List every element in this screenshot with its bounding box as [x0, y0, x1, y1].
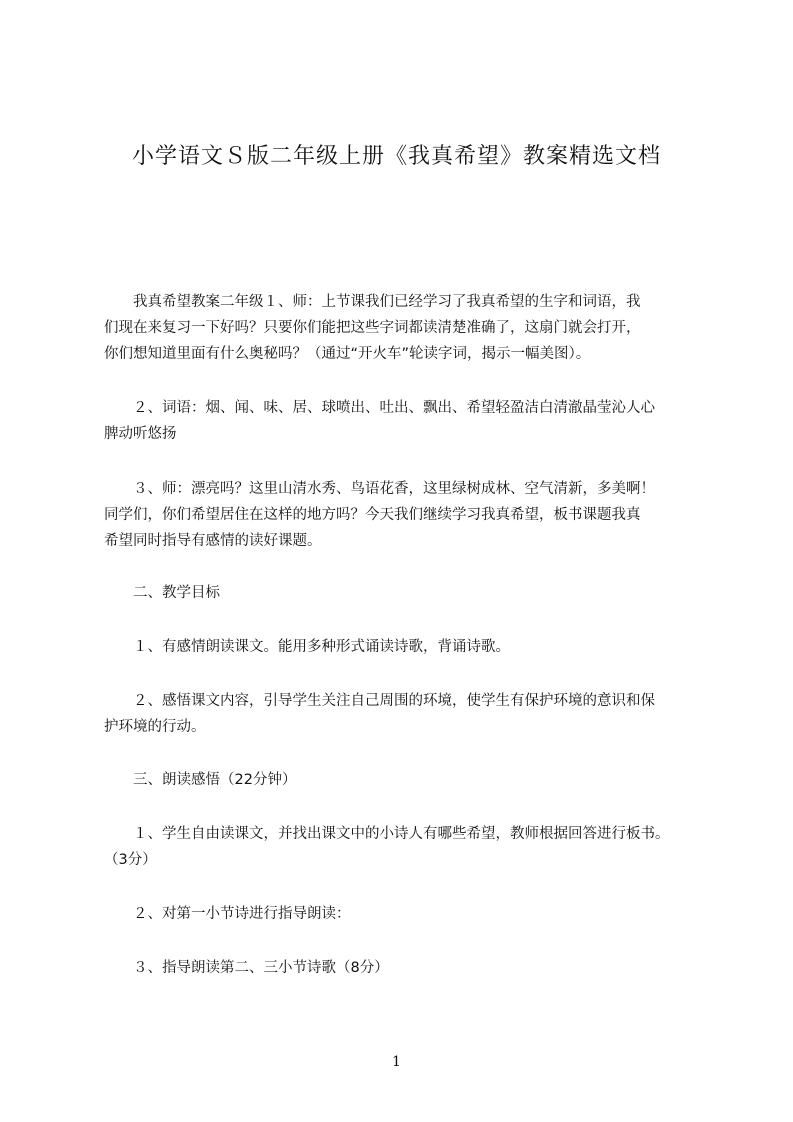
paragraph-reading-step-3: [104, 955, 716, 981]
page-number: 1: [392, 1054, 401, 1070]
paragraph-reading-step-1: [104, 821, 716, 873]
text-line: 脾动听悠扬: [104, 426, 177, 442]
text-line: ３、指导朗读第二、三小节诗歌（8分）: [104, 960, 389, 976]
text-line: 我真希望教案二年级１、师：上节课我们已经学习了我真希望的生字和词语，我: [104, 294, 641, 310]
text-line: （3分）: [104, 852, 157, 868]
text-line: 三、朗读感悟（22分钟）: [104, 772, 297, 788]
text-line: ２、词语：烟、闻、味、居、球喷出、吐出、飘出、希望轻盈洁白清澈晶莹沁人心: [104, 400, 655, 416]
text-line: 们现在来复习一下好吗？只要你们能把这些字词都读清楚准确了，这扇门就会打开，: [104, 320, 641, 336]
paragraph-objective-1: [104, 634, 716, 660]
text-line: 同学们，你们希望居住在这样的地方吗？今天我们继续学习我真希望，板书课题我真: [104, 507, 641, 523]
paragraph-objective-2: [104, 688, 716, 740]
section-heading-objectives: [104, 580, 716, 606]
text-line: 二、教学目标: [104, 585, 220, 601]
paragraph-teacher-question: [104, 476, 716, 554]
text-line: 你们想知道里面有什么奥秘吗？（通过“开火车”轮读字词，揭示一幅美图）。: [104, 346, 591, 362]
paragraph-vocabulary: [104, 395, 716, 447]
text-line: ２、感悟课文内容，引导学生关注自己周围的环境，使学生有保护环境的意识和保: [104, 693, 655, 709]
text-line: １、有感情朗读课文。能用多种形式诵读诗歌，背诵诗歌。: [104, 639, 510, 655]
text-line: １、学生自由读课文，并找出课文中的小诗人有哪些希望，教师根据回答进行板书。: [104, 826, 670, 842]
text-line: ２、对第一小节诗进行指导朗读：: [104, 906, 351, 922]
text-line: 希望同时指导有感情的读好课题。: [104, 533, 322, 549]
text-line: ３、师：漂亮吗？这里山清水秀、鸟语花香，这里绿树成林、空气清新，多美啊！: [104, 481, 655, 497]
text-line: 护环境的行动。: [104, 719, 206, 735]
paragraph-reading-step-2: [104, 901, 716, 927]
paragraph-intro: [104, 289, 716, 367]
document-title: 小学语文Ｓ版二年级上册《我真希望》教案精选文档: [131, 144, 661, 169]
section-heading-reading: [104, 767, 716, 793]
